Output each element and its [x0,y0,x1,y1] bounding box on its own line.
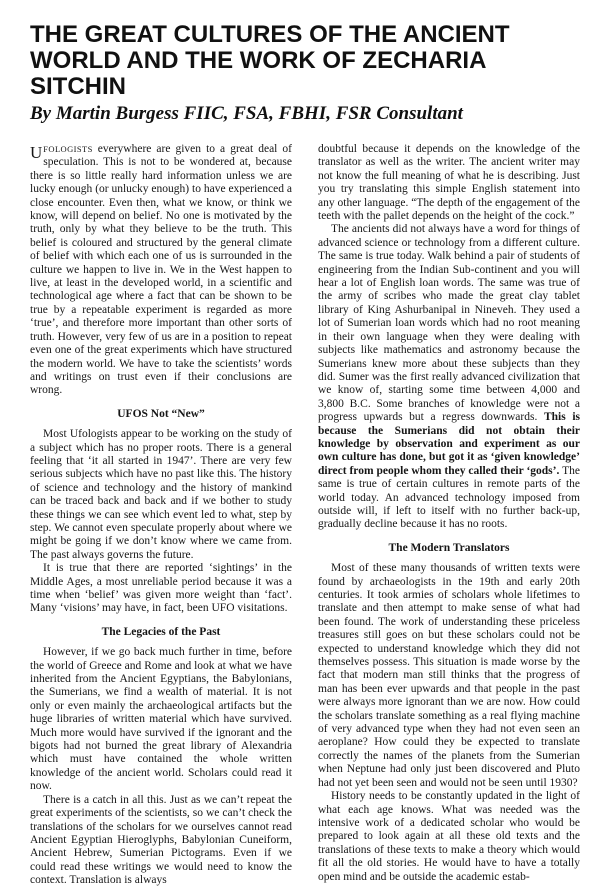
paragraph-legacies-2: There is a catch in all this. Just as we can’t repeat the great experiments of the scientists, so we can’t check the translations of the scholars for we ourselves cannot read Ancient Egyptian Hieroglyphs, Babylonian Cuneiform, Ancient Hebrew, Sumerian Pictograms. Even if we could read these writings we would need to know the context. Translation is always [30,793,292,887]
intro-paragraph [30,143,292,398]
paragraph-ancients [318,223,580,531]
paragraph-translators-2: History needs to be constantly updated in the light of what each age knows. What was needed was the intensive work of a dedicated scholar who would be prepared to look again at all these old texts and the translations of these texts to make a theory which would fit all the old stories. He would have to have a totally open mind and be outside the academic estab- [318,790,580,883]
paragraph-ufos-1: Most Ufologists appear to be working on the study of a subject which has no proper roots. There is a general feeling that ‘it all started in 1947’. There are very few serious subjects which have no past like this. The history of science and technology and the history of mankind can be traced back and back and if we bother to study these things we can see which event led to what, step by step. We cannot even speculate properly about where we might be going if we don’t know where we came from. The past always governs the future. [30,428,292,561]
intro-smallcaps: FOLOGISTS [43,144,93,154]
paragraph-legacies-1: However, if we go back much further in time, before the world of Greece and Rome and look at what we have inherited from the Ancient Egyptians, the Babylonians, the Sumerians, we find a wealth of material. It is not only or even mainly the archaeological artifacts but the huge libraries of written material which have survived. Much more would have survived if the ignorant and the bigots had not burned the great library of Alexandria which must have contained the whole written knowledge of the ancient world. Scholars could read it now. [30,646,292,793]
section-heading-ufos: UFOS Not “New” [117,407,205,420]
right-column [318,143,580,884]
section-heading-legacies: The Legacies of the Past [101,625,221,638]
paragraph-ancients-bold: This is because the Sumerians did not obtain their knowledge by observation and experiment as our own culture has done, but got it as ‘given knowledge’ direct from people whom they called their ‘gods’. [318,411,580,477]
left-column [30,143,292,888]
section-heading-translators: The Modern Translators [388,541,510,554]
paragraph-ancients-tail: The same is true of certain cultures in remote parts of the world today. An advanced technology imposed from outside will, if left to itself with no further back-up, gradually decline because it has no roots. [318,464,580,531]
drop-cap: U [30,143,43,162]
byline: By Martin Burgess FIIC, FSA, FBHI, FSR Consultant [30,103,463,124]
paragraph-continuation: doubtful because it depends on the knowledge of the translator as well as the writer. The ancient writer may not know the full meaning of what he is describing. Just you try translating this simple English statement into any other language. “The depth of the engagement of the teeth with the pallet depends on the height of the cock.” [318,143,580,223]
article-title: THE GREAT CULTURES OF THE ANCIENT WORLD AND THE WORK OF ZECHARIA SITCHIN [30,21,510,100]
paragraph-ufos-2: It is true that there are reported ‘sightings’ in the Middle Ages, a most unreliable period because it was a time when ‘belief’ was given more weight than ‘fact’. Many ‘visions’ may have, in fact, been UFO visitations. [30,562,292,615]
paragraph-translators-1: Most of these many thousands of written texts were found by archaeologists in the 19th and early 20th centuries. It took armies of scholars whole lifetimes to translate and then attempt to make sense of what had been found. The work of understanding these priceless treasures still goes on but these scholars could not be expected to understand knowledge which they did not themselves possess. This situation is made worse by the fact that modern man still thinks that the progress of man has been ever upwards and that people in the past were always more ignorant than we are now. How could the scholars translate something as a real flying machine of very advanced type when they had not even seen an aeroplane? How could they be expected to translate correctly the names of the planets from the Sumerian when Neptune had only just been discovered and Pluto had not yet been seen and would not be seen until 1930? [318,562,580,789]
intro-text: everywhere are given to a great deal of speculation. This is not to be wondered at, because there is so little really hard information unless we are lucky enough (or unlucky enough) to have experienced a close encounter. Even then, what we know, or think we know, will depend on belief. No one is motivated by the truth, only by what they believe to be the truth. This belief is coloured and structured by the general climate of belief with which each one of us is surrounded in the culture we happen to live in. We in the West happen to live, at least in the developed world, in a scientific and technological age where a fact that can be shown to be true by a repeatable experiment is regarded as more ‘true’, and therefore more important than other sorts of truth. However, very few of us are in a position to repeat even one of the great experiments which have structured the modern world. We have to take the scientists’ words and writings on trust even if their conclusions are wrong. [30,143,292,397]
paragraph-ancients-text: The ancients did not always have a word for things of advanced science or technology from a different culture. The same is true today. Walk behind a pair of students of engineering from the Indian Sub-continent and you will hear a lot of English loan words. The same was true of the army of scribes who made the great clay tablet library of King Ashurbanipal in Nineveh. They used a lot of Sumerian loan words which had no root meaning in their own language when they were dealing with subjects like mathematics and astronomy because the Sumerians knew more about these subjects than they did. Sumer was the first really advanced civilization that we know of, starting some time between 4,000 and 3,800 B.C. Some branches of knowledge were not a progress upwards but a regress downwards. [318,223,580,424]
